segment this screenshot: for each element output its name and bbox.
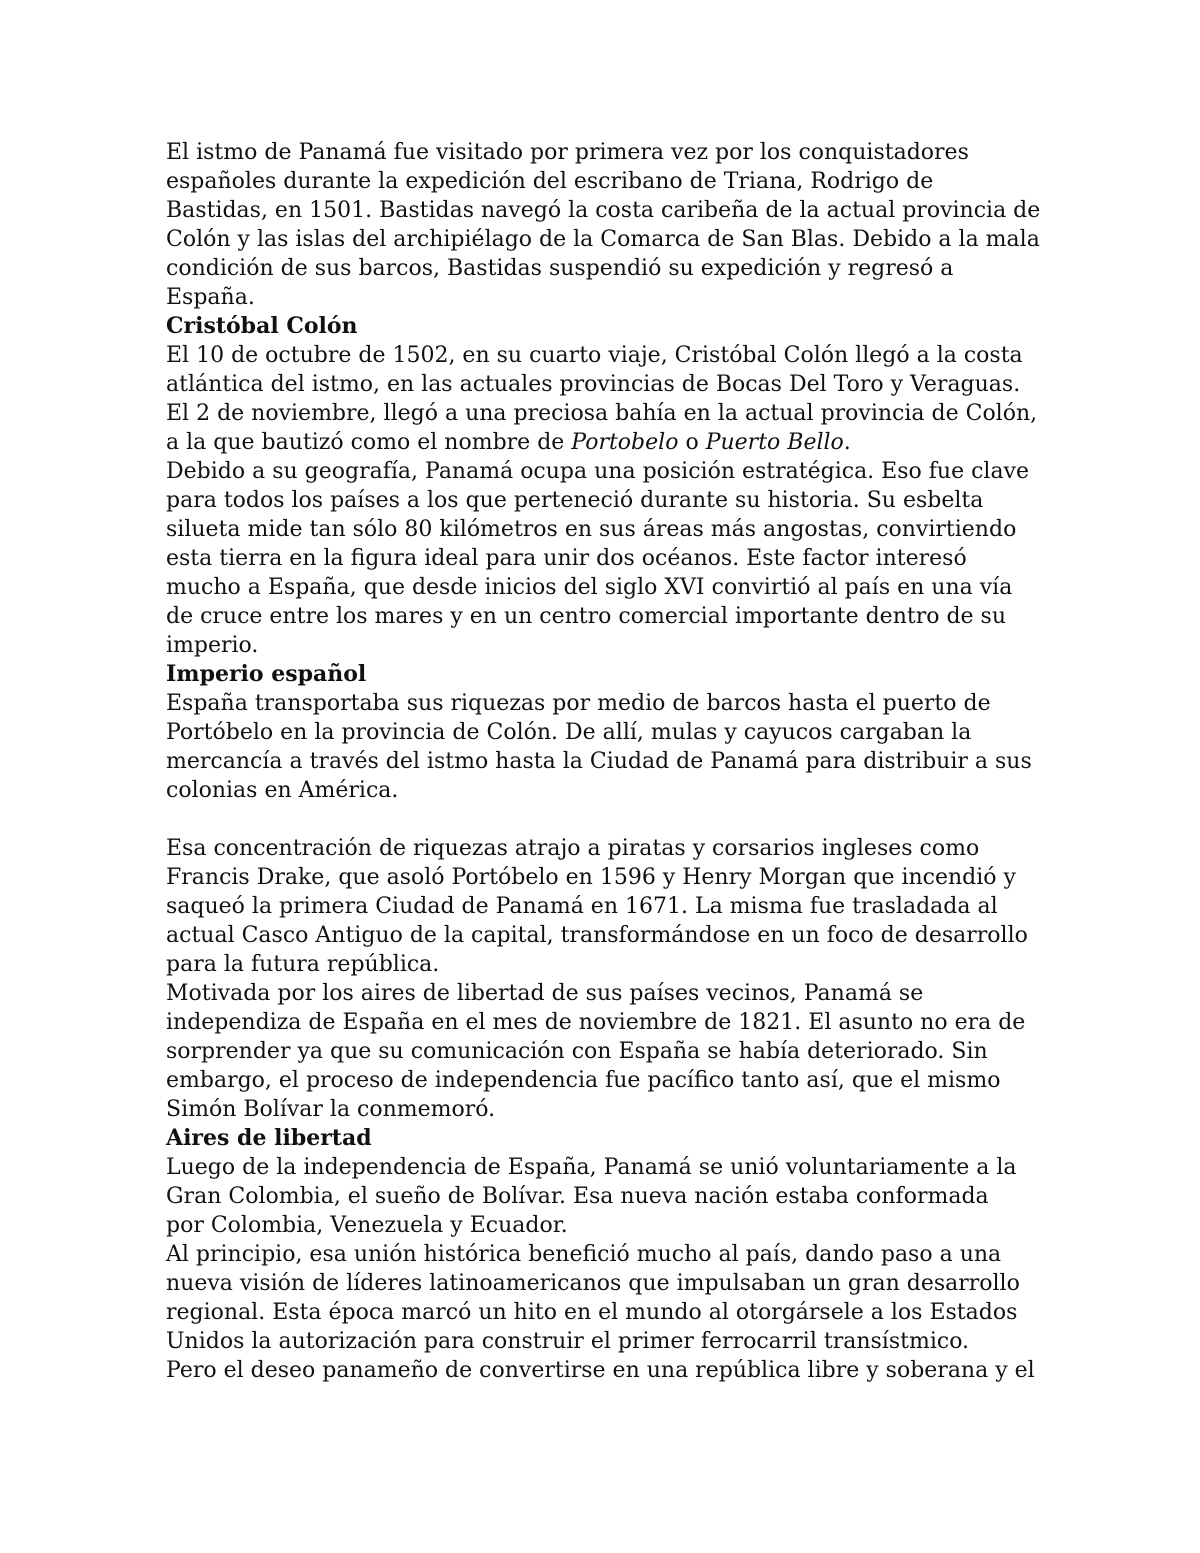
text-line: españoles durante la expedición del escribano de Triana, Rodrigo de: [166, 169, 934, 194]
text-line: Bastidas, en 1501. Bastidas navegó la costa caribeña de la actual provincia de: [166, 198, 1041, 223]
text-line: para la futura república.: [166, 952, 440, 977]
text-line: nueva visión de líderes latinoamericanos que impulsaban un gran desarrollo: [166, 1271, 1020, 1296]
text-line: Pero el deseo panameño de convertirse en una república libre y soberana y el: [166, 1358, 1035, 1383]
intro-paragraph: [166, 138, 1046, 312]
text-line: Unidos la autorización para construir el primer ferrocarril transístmico.: [166, 1329, 970, 1354]
text-line: embargo, el proceso de independencia fue pacífico tanto así, que el mismo: [166, 1068, 1001, 1093]
text-line: mercancía a través del istmo hasta la Ciudad de Panamá para distribuir a sus: [166, 749, 1032, 774]
text-segment: .: [843, 430, 851, 455]
heading-cristobal-colon: Cristóbal Colón: [166, 313, 358, 339]
heading-imperio-espanol: Imperio español: [166, 661, 367, 687]
text-line: Colón y las islas del archipiélago de la Comarca de San Blas. Debido a la mala: [166, 227, 1040, 252]
text-line: por Colombia, Venezuela y Ecuador.: [166, 1213, 568, 1238]
text-line: Motivada por los aires de libertad de sus países vecinos, Panamá se: [166, 981, 924, 1006]
text-line: condición de sus barcos, Bastidas suspendió su expedición y regresó a: [166, 256, 954, 281]
text-line: El 2 de noviembre, llegó a una preciosa bahía en la actual provincia de Colón,: [166, 401, 1038, 426]
union-paragraph: [166, 1240, 1046, 1385]
colon-paragraph: [166, 341, 1046, 457]
italic-portobelo: Portobelo: [571, 430, 679, 455]
heading-aires-de-libertad: Aires de libertad: [166, 1125, 372, 1151]
blank-line: [166, 805, 1046, 834]
text-line: atlántica del istmo, en las actuales provincias de Bocas Del Toro y Veraguas.: [166, 372, 1021, 397]
independencia-paragraph: [166, 979, 1046, 1124]
text-segment: o: [678, 430, 706, 455]
text-line: El istmo de Panamá fue visitado por primera vez por los conquistadores: [166, 140, 969, 165]
geografia-paragraph: [166, 457, 1046, 660]
text-line: silueta mide tan sólo 80 kilómetros en sus áreas más angostas, convirtiendo: [166, 517, 1017, 542]
text-line: imperio.: [166, 633, 259, 658]
text-line: para todos los países a los que perteneció durante su historia. Su esbelta: [166, 488, 984, 513]
text-line: de cruce entre los mares y en un centro comercial importante dentro de su: [166, 604, 1007, 629]
text-line: sorprender ya que su comunicación con España se había deteriorado. Sin: [166, 1039, 988, 1064]
piratas-paragraph: [166, 834, 1046, 979]
italic-puerto-bello: Puerto Bello: [705, 430, 844, 455]
text-line: saqueó la primera Ciudad de Panamá en 1671. La misma fue trasladada al: [166, 894, 998, 919]
document-page: [166, 138, 1046, 1385]
text-line: El 10 de octubre de 1502, en su cuarto viaje, Cristóbal Colón llegó a la costa: [166, 343, 1023, 368]
text-line: regional. Esta época marcó un hito en el mundo al otorgársele a los Estados: [166, 1300, 1018, 1325]
text-line: independiza de España en el mes de noviembre de 1821. El asunto no era de: [166, 1010, 1026, 1035]
text-line: actual Casco Antiguo de la capital, transformándose en un foco de desarrollo: [166, 923, 1028, 948]
text-line: colonias en América.: [166, 778, 399, 803]
text-line: Gran Colombia, el sueño de Bolívar. Esa nueva nación estaba conformada: [166, 1184, 989, 1209]
text-line: mucho a España, que desde inicios del siglo XVI convirtió al país en una vía: [166, 575, 1013, 600]
text-line: [166, 428, 1046, 457]
imperio-paragraph: [166, 689, 1046, 805]
text-line: Portóbelo en la provincia de Colón. De allí, mulas y cayucos cargaban la: [166, 720, 972, 745]
text-segment: a la que bautizó como el nombre de: [166, 430, 572, 455]
text-line: Al principio, esa unión histórica benefició mucho al país, dando paso a una: [166, 1242, 1002, 1267]
libertad-paragraph: [166, 1153, 1046, 1240]
text-line: Esa concentración de riquezas atrajo a piratas y corsarios ingleses como: [166, 836, 980, 861]
text-line: España.: [166, 285, 255, 310]
text-line: España transportaba sus riquezas por medio de barcos hasta el puerto de: [166, 691, 991, 716]
text-line: Francis Drake, que asoló Portóbelo en 1596 y Henry Morgan que incendió y: [166, 865, 1016, 890]
text-line: Luego de la independencia de España, Panamá se unió voluntariamente a la: [166, 1155, 1017, 1180]
text-line: Simón Bolívar la conmemoró.: [166, 1097, 496, 1122]
text-line: Debido a su geografía, Panamá ocupa una posición estratégica. Eso fue clave: [166, 459, 1030, 484]
text-line: esta tierra en la figura ideal para unir dos océanos. Este factor interesó: [166, 546, 967, 571]
